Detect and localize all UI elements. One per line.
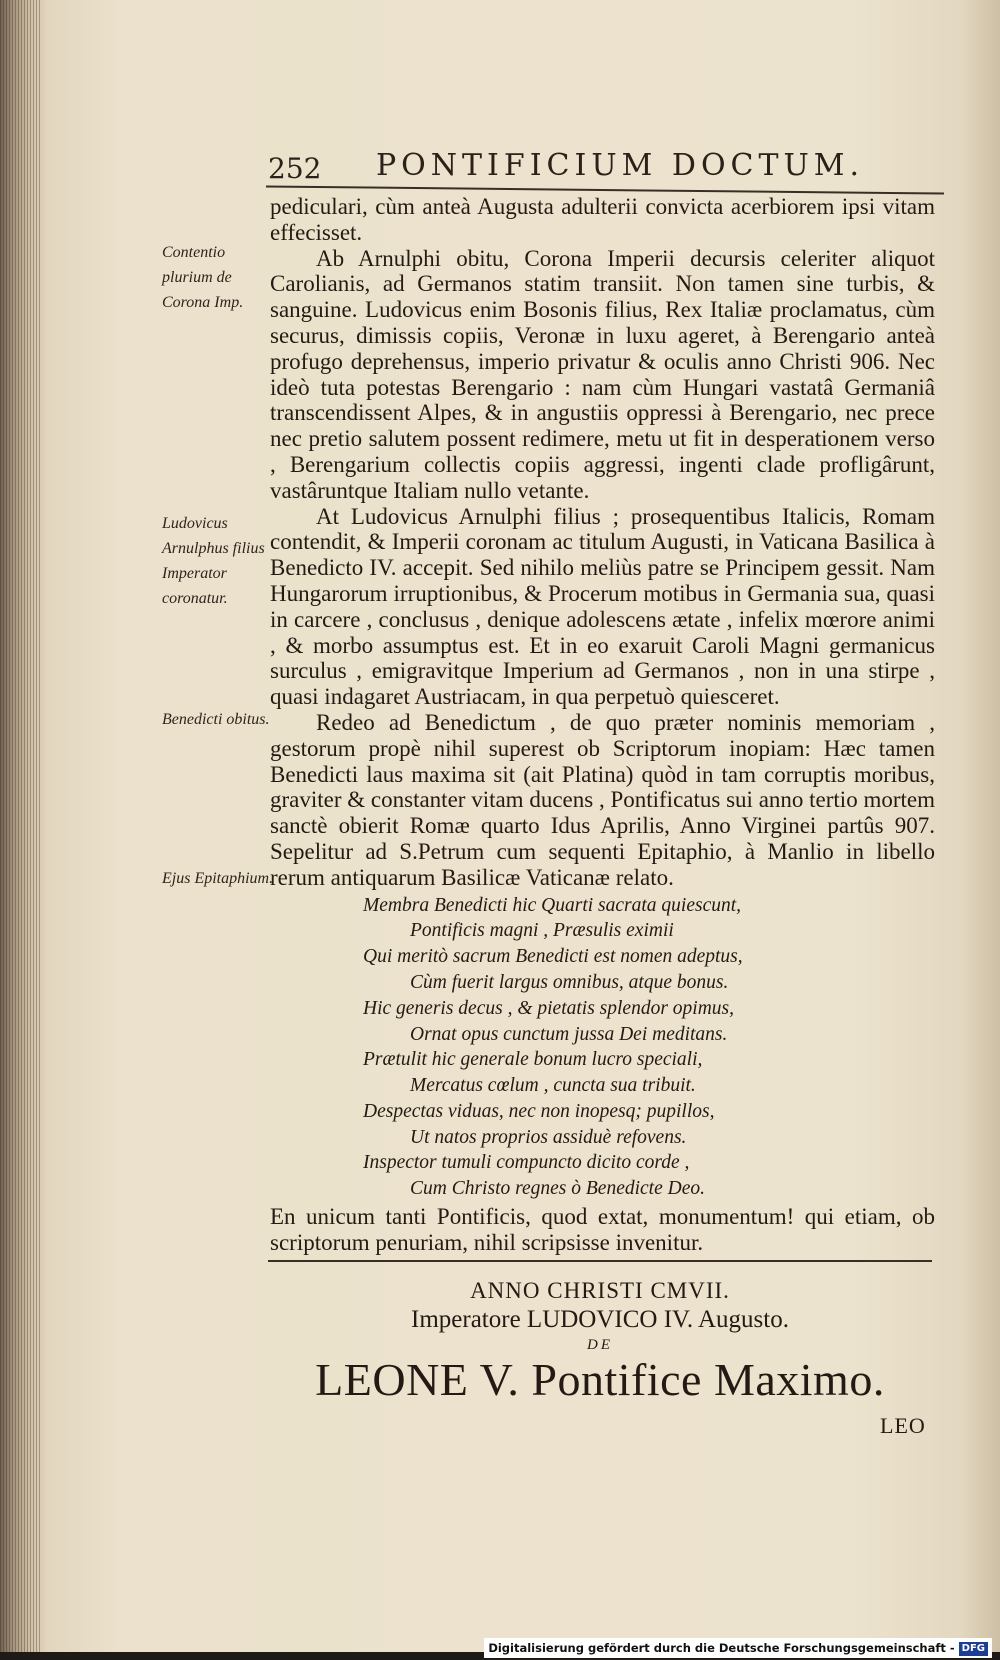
body-text: [270, 194, 935, 1256]
epitaph: [270, 893, 935, 1203]
epitaph-line: Despectas viduas, nec non inopesq; pupillos,: [363, 1100, 715, 1122]
epitaph-line: Ut natos proprios assiduè refovens.: [410, 1126, 687, 1148]
footer-credit-text: Digitalisierung gefördert durch die Deutsche Forschungsgemeinschaft -: [488, 1641, 955, 1655]
margin-note-contentio: Contentio plurium de Corona Imp.: [162, 244, 244, 311]
margin-note-benedicti-obitus: Benedicti obitus.: [162, 711, 270, 728]
epitaph-line: Pontificis magni , Præsulis eximii: [410, 920, 674, 942]
epitaph-line: Cum Christo regnes ò Benedicte Deo.: [410, 1178, 705, 1200]
margin-note-epitaphium: Ejus Epitaphium.: [162, 870, 274, 887]
paragraph: Ab Arnulphi obitu, Corona Imperii decursis celeriter aliquot Carolianis, ad Germanos statim transiit. Non tamen sine turbis, & sanguine. Ludovicus enim Bosonis filius, Rex Italiæ proclamatus, cùm securus, dimissis copiis, Veronæ in luxu ageret, à Berengario anteà profugo deprehensus, imperio privatur & oculis anno Christi 906. Nec ideò tuta potestas Berengario : nam cùm Hungari vastatâ Germaniâ transcendissent Alpes, & in angustiis oppressi à Berengario, nec prece nec pretio salutem possent redimere, metu ut fit in desperationem verso , Berengarium collectis copiis aggressi, ingenti clade profligârunt, vastâruntque Italiam nullo vetante.: [270, 245, 935, 503]
paragraph: At Ludovicus Arnulphi filius ; prosequentibus Italicis, Romam contendit, & Imperii coronam ac titulum Augusti, in Vaticana Basilica à Benedicto IV. accepit. Sed nihilo meliùs patre se Principem gessit. Nam Hungarorum irruptionibus, & Procerum motibus in Germania sua, quasi in carcere , conclusus , denique adolescens ætate , infelix mœrore animi , & morbo assumptus est. Et in eo exaruit Caroli Magni germanicus surculus , emigravitque Imperium ad Germanos , non in una stirpe , quasi indagaret Austriacam, in qua perpetuò quiesceret.: [270, 503, 935, 710]
epitaph-line: Ornat opus cunctum jussa Dei meditans.: [410, 1023, 728, 1045]
paragraph: pediculari, cùm anteà Augusta adulterii convicta acerbiorem ipsi vitam effecisset.: [270, 194, 935, 245]
paragraph: Redeo ad Benedictum , de quo præter nominis memoriam , gestorum propè nihil superest ob Scriptorum inopiam: Hæc tamen Benedicti laus maxima sit (ait Platina) quòd in tam corruptis moribus, graviter & constanter vitam ducens , Pontificatus sui anno tertio mortem sanctè obierit Romæ quarto Idus Aprilis, Anno Virginei partûs 907. Sepelitur ad S.Petrum cum sequenti Epitaphio, à Manlio in libello rerum antiquarum Basilicæ Vaticanæ relato.: [270, 709, 935, 890]
epitaph-line: Membra Benedicti hic Quarti sacrata quiescunt,: [363, 894, 742, 916]
section-de: DE: [587, 1337, 613, 1353]
page-header: [268, 146, 868, 186]
epitaph-line: Cùm fuerit largus omnibus, atque bonus.: [410, 971, 729, 993]
margin-note-ludovicus: Ludovicus Arnulphus filius Imperator coronatur.: [162, 515, 265, 607]
section-title: LEONE V. Pontifice Maximo.: [315, 1354, 885, 1405]
epitaph-line: Hic generis decus , & pietatis splendor opimus,: [363, 997, 735, 1019]
footer-credit: [484, 1638, 992, 1658]
section-imperatore: Imperatore LUDOVICO IV. Augusto.: [411, 1306, 789, 1333]
section-anno: ANNO CHRISTI CMVII.: [470, 1278, 730, 1303]
section-rule: [268, 1260, 932, 1262]
epitaph-line: Prætulit hic generale bonum lucro speciali,: [363, 1049, 703, 1071]
dfg-logo: DFG: [959, 1642, 988, 1656]
page-edges: [0, 0, 40, 1652]
epitaph-line: Qui meritò sacrum Benedicti est nomen adeptus,: [363, 946, 743, 968]
epitaph-line: Inspector tumuli compuncto dicito corde ,: [363, 1152, 690, 1174]
running-title: PONTIFICIUM DOCTUM.: [376, 148, 865, 183]
page-number: 252: [268, 152, 322, 185]
closing-paragraph: En unicum tanti Pontificis, quod extat, monumentum! qui etiam, ob scriptorum penuriam, nihil scripsisse invenitur.: [270, 1204, 935, 1255]
catchword: LEO: [880, 1413, 926, 1438]
epitaph-line: Mercatus cœlum , cuncta sua tribuit.: [410, 1075, 696, 1097]
